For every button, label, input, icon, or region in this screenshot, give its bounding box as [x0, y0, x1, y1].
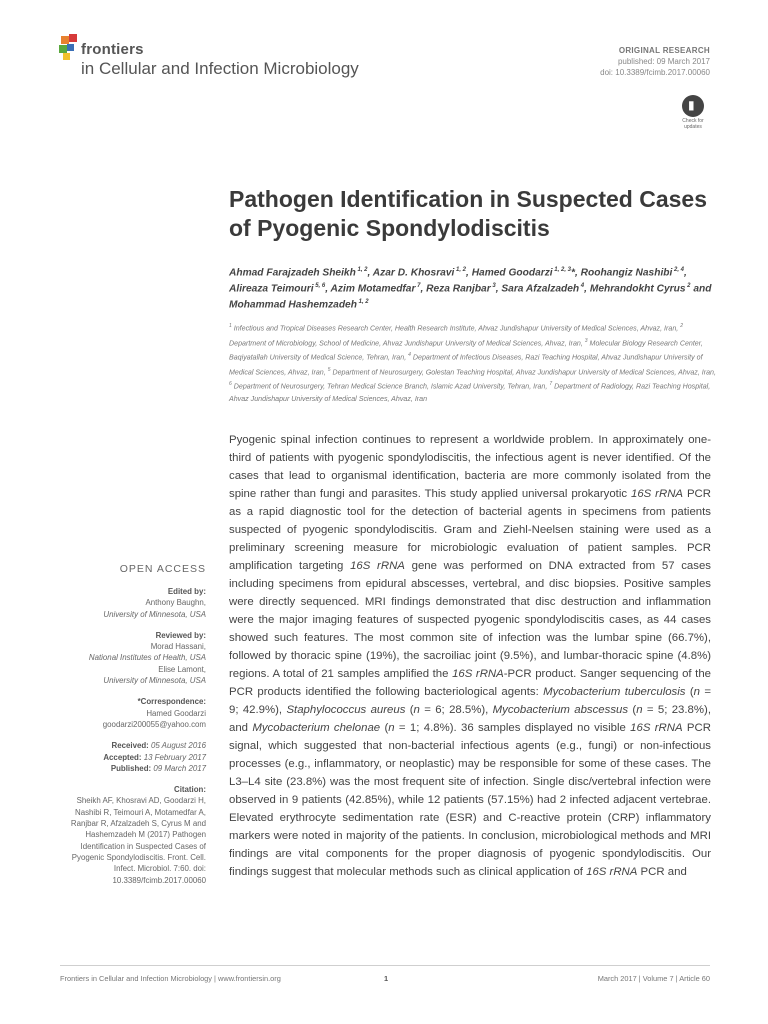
- page-footer: [60, 965, 710, 986]
- abstract-text: = 5; 23.8%), and: [229, 704, 711, 734]
- reviewer-name: Morad Hassani,: [150, 642, 206, 652]
- abstract-italic-term: Staphylococcus aureus: [286, 704, 406, 716]
- abstract-text: = 6; 28.5%),: [419, 704, 493, 716]
- article-meta: [600, 45, 710, 78]
- abstract-italic-term: n: [388, 722, 395, 734]
- correspondence-name: Hamed Goodarzi: [146, 708, 206, 718]
- author-name[interactable]: Ahmad Farajzadeh Sheikh: [229, 267, 356, 279]
- author-affiliation-marker: 7: [415, 282, 421, 289]
- abstract-text: Pyogenic spinal infection continues to represent a worldwide problem. In approximately one-third of patients with pyogenic spondylodiscitis, the infectious agent is never identified. Of the cases that lead to organismal identification, bacteria are more commonly isolated from the spine rather than fungi and parasites. This study applied universal prokaryotic: [229, 434, 711, 500]
- article-type: ORIGINAL RESEARCH: [618, 46, 710, 55]
- correspondence-email[interactable]: goodarzi200055@yahoo.com: [102, 719, 206, 729]
- affiliation-number: 7: [549, 381, 553, 388]
- affiliation-number: 3: [584, 337, 588, 344]
- abstract-text: PCR signal, which suggested that non-bacterial infectious agents (e.g., fungi) or non-infectious processes (e.g., inflammatory, or neoplastic) may be responsible for some of these cases. The L3–L4 site (23.8%) was the most frequent site of infection. Single disc/vertebral infection were observed in 9 patients (42.85%), while 12 patients (57.15%) had 2 infected adjacent vertebrae. Elevated erythrocyte sedimentation rate (ESR) and C-reactive protein (CRP) inflammatory markers were noted in majority of the patients. In conclusion, microbiological methods and MRI findings are vital components for the proper diagnosis of pyogenic spondylodiscitis. Our findings suggest that molecular methods such as clinical application of: [229, 722, 711, 878]
- bookmark-icon: ▮: [682, 95, 704, 117]
- open-access-label: OPEN ACCESS: [119, 563, 206, 575]
- check-updates-label: Check for updates: [682, 118, 704, 130]
- abstract-text: (: [380, 722, 389, 734]
- abstract-italic-term: n: [413, 704, 420, 716]
- doi[interactable]: doi: 10.3389/fcimb.2017.00060: [600, 68, 710, 77]
- abstract-italic-term: Mycobacterium abscessus: [492, 704, 629, 716]
- author-name[interactable]: Reza Ranjbar: [426, 283, 491, 295]
- author-name[interactable]: Azar D. Khosravi: [372, 267, 455, 279]
- author-affiliation-marker: 3: [490, 282, 496, 289]
- affiliation-number: 5: [327, 366, 331, 373]
- abstract-italic-term: n: [636, 704, 643, 716]
- accepted-date: Accepted: 13 February 2017: [103, 752, 206, 762]
- author-name[interactable]: Hamed Goodarzi: [471, 267, 553, 279]
- abstract: [229, 431, 711, 881]
- affiliation-text: Department of Microbiology, School of Medicine, Ahvaz Jundishapur University of Medical Sciences, Ahvaz, Iran,: [229, 338, 585, 347]
- citation-label: Citation:: [174, 785, 206, 795]
- abstract-text: (: [685, 686, 694, 698]
- article-sidebar: [60, 562, 206, 886]
- abstract-text: PCR and: [637, 866, 687, 878]
- abstract-italic-term: n: [693, 686, 700, 698]
- affiliation-text: Infectious and Tropical Diseases Research Center, Health Research Institute, Ahvaz Jundishapur University of Medical Sciences, Ahvaz, Iran,: [231, 324, 681, 333]
- correspondence-label: *Correspondence:: [137, 697, 206, 707]
- author-name[interactable]: Roohangiz Nashibi: [580, 267, 673, 279]
- author-name[interactable]: Alireaza Teimouri: [229, 283, 314, 295]
- author-name[interactable]: Sara Afzalzadeh: [501, 283, 580, 295]
- abstract-italic-term: 16S rRNA: [350, 560, 405, 572]
- journal-name: in Cellular and Infection Microbiology: [81, 59, 359, 78]
- affiliation-text: Molecular Biology Research Center, Baqiyatallah University of Medical Science, Tehran, Iran,: [229, 338, 703, 362]
- page-number: 1: [384, 974, 389, 983]
- citation-text: Sheikh AF, Khosravi AD, Goodarzi H, Nashibi R, Teimouri A, Motamedfar A, Ranjbar R, Afzalzadeh S, Cyrus M and Hashemzadeh M (2017) Pathogen Identification in Suspected Cases of Pyogenic Spondylodiscitis. Front. Cell. Infect. Microbiol. 7:60. doi: 10.3389/fcimb.2017.00060: [70, 796, 206, 885]
- affiliation-number: 4: [408, 352, 411, 359]
- abstract-italic-term: 16S rRNA: [452, 668, 504, 680]
- affiliations: [229, 320, 719, 405]
- abstract-italic-term: 16S rRNA: [630, 488, 684, 500]
- author-affiliation-marker: 5, 6: [313, 282, 326, 289]
- author-name[interactable]: Azim Motamedfar: [330, 283, 416, 295]
- affiliation-text: Department of Infectious Diseases, Razi Teaching Hospital, Ahvaz Jundishapur University of Medical Sciences, Ahvaz, Iran,: [229, 353, 703, 377]
- abstract-text: -PCR product. Sanger sequencing of the PCR products identified the following bacteriological agents:: [229, 668, 712, 698]
- editor-affiliation: University of Minnesota, USA: [103, 609, 206, 619]
- published-date-sidebar: Published: 09 March 2017: [110, 763, 206, 773]
- reviewer-name: Elise Lamont,: [158, 664, 206, 674]
- abstract-text: (: [405, 704, 414, 716]
- reviewed-by-label: Reviewed by:: [155, 630, 206, 640]
- abstract-text: (: [628, 704, 637, 716]
- author-name[interactable]: Mehrandokht Cyrus: [589, 283, 686, 295]
- affiliation-text: Department of Neurosurgery, Golestan Teaching Hospital, Ahvaz Jundishapur University of Medical Sciences, Ahvaz, Iran,: [330, 368, 716, 377]
- abstract-text: = 1; 4.8%). 36 samples displayed no visible: [394, 722, 631, 734]
- affiliation-text: Department of Radiology, Razi Teaching Hospital, Ahvaz Jundishapur University of Medical Sciences, Ahvaz, Iran: [229, 382, 711, 403]
- brand-name: frontiers: [81, 41, 144, 58]
- abstract-italic-term: Mycobacterium chelonae: [252, 722, 381, 734]
- abstract-italic-term: 16S rRNA: [586, 866, 638, 878]
- author-affiliation-marker: 1, 2: [454, 267, 467, 273]
- author-affiliation-marker: 1, 2: [355, 267, 368, 273]
- received-date: Received: 05 August 2016: [111, 741, 206, 751]
- author-affiliation-marker: 1, 2, 3: [552, 267, 571, 273]
- affiliation-number: 2: [680, 323, 683, 329]
- article-title: Pathogen Identification in Suspected Cases of Pyogenic Spondylodiscitis: [229, 186, 707, 241]
- footer-journal[interactable]: Frontiers in Cellular and Infection Microbiology | www.frontiersin.org: [60, 974, 281, 983]
- author-affiliation-marker: 4: [579, 282, 585, 289]
- reviewer-affiliation: National Institutes of Health, USA: [88, 653, 206, 663]
- footer-issue: March 2017 | Volume 7 | Article 60: [597, 974, 710, 983]
- abstract-italic-term: Mycobacterium tuberculosis: [543, 686, 686, 698]
- abstract-italic-term: 16S rRNA: [630, 722, 683, 734]
- affiliation-number: 1: [229, 323, 232, 329]
- abstract-text: = 9; 42.9%),: [229, 686, 711, 716]
- affiliation-text: Department of Neurosurgery, Tehran Medical Science Branch, Islamic Azad University, Tehran, Iran,: [231, 382, 550, 391]
- author-list: Ahmad Farajzadeh Sheikh $^{1, 2}$, Azar D. Khosravi $^{1, 2}$, Hamed Goodarzi $^{1, 2, 3}$*, Roohangiz Nashibi $^{2, 4}$, Alireaza Teimouri $^{5, 6}$, Azim Motamedfar $^7$, Reza Ranjbar $^3$, Sara Afzalzadeh $^4$, Mehrandokht Cyrus $^2$ and Mohammad Hashemzadeh $^{1, 2}$: [229, 267, 712, 311]
- author-affiliation-marker: 2, 4: [672, 267, 685, 273]
- author-affiliation-marker: 2: [685, 282, 691, 289]
- author-affiliation-marker: 1, 2: [356, 298, 369, 305]
- frontiers-logo-icon: [57, 34, 83, 62]
- author-name[interactable]: Mohammad Hashemzadeh: [229, 299, 357, 311]
- editor-name: Anthony Baughn,: [145, 598, 206, 608]
- check-for-updates-badge[interactable]: [677, 93, 709, 133]
- abstract-text: PCR as a rapid diagnostic tool for the detection of bacterial agents in specimens from patients suspected of pyogenic spondylodiscitis. Gram and Ziehl-Neelsen staining were used as a preliminary screening measure for microbiologic evaluation of patient samples. PCR amplification targeting: [229, 488, 712, 572]
- edited-by-label: Edited by:: [167, 587, 206, 596]
- abstract-text: gene was performed on DNA extracted from 57 cases including specimens from epidural abscesses, vertebral, and disc biopsies. Positive samples were directly sequenced. MRI findings demonstrated that disc destruction and inflammation were the major imaging features of suspected pyogenic spondylodiscitis cases, as 44 cases showed such features. The most common site of infection was the lumbar spine (66.7%), followed by thoracic spine (19%), the sacroiliac joint (9.5%), and lumbar-thoracic spine (4.8%) regions. A total of 21 samples amplified the: [229, 560, 711, 680]
- published-date: published: 09 March 2017: [617, 57, 710, 66]
- reviewer-affiliation: University of Minnesota, USA: [103, 676, 206, 686]
- affiliation-number: 6: [229, 381, 232, 388]
